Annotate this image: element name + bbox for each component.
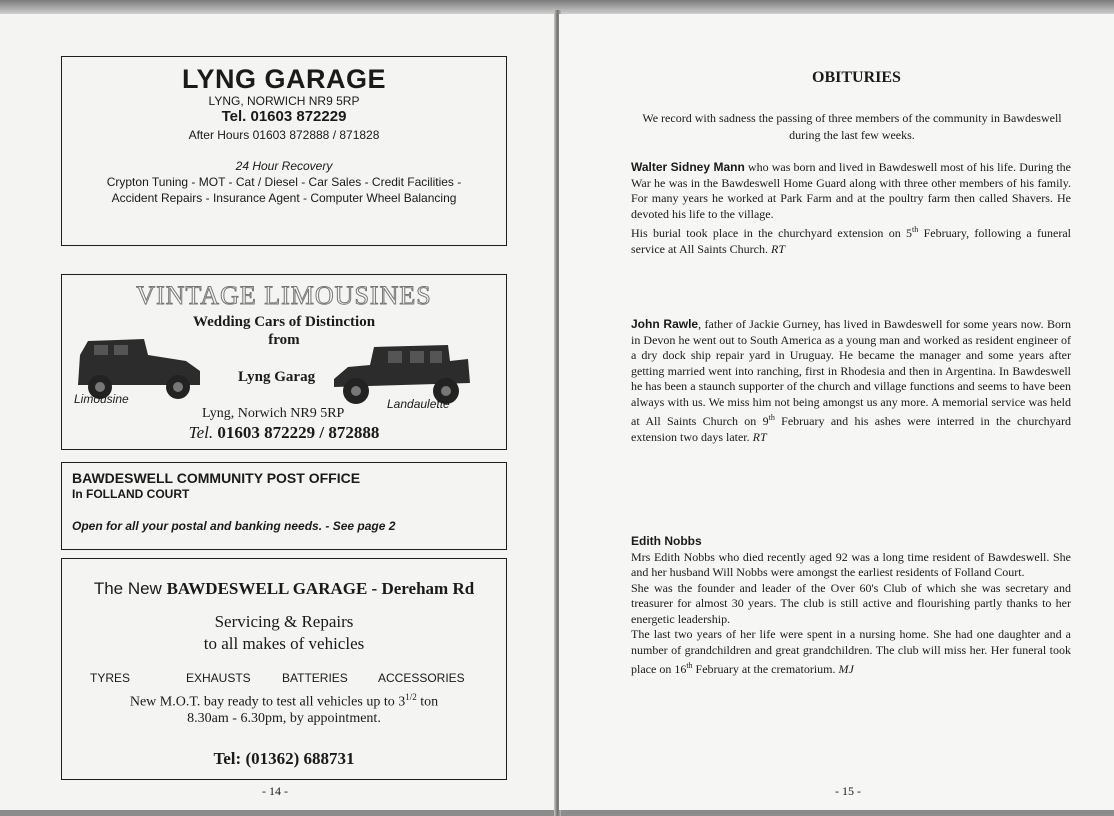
ordinal-suffix: th bbox=[686, 661, 693, 670]
post-office-title: BAWDESWELL COMMUNITY POST OFFICE bbox=[72, 470, 361, 486]
post-office-ad bbox=[61, 462, 507, 550]
bawdeswell-tel: Tel: (01362) 688731 bbox=[213, 749, 355, 768]
ordinal-suffix: th bbox=[768, 413, 775, 422]
mot-unit: ton bbox=[416, 694, 439, 710]
bawdeswell-garage-prefix: The New bbox=[93, 579, 167, 598]
obituary-text: , father of Jackie Gurney, has lived in Bawdeswell for some years now. Born in Devon he went out to South America as a young man and worked as resident engineer of a dry dock ship repair yard in Uruguay. He became the manager and some years after getting married went into ranching, first in Rhodesia and then in Argentina. In Bawdeswell he has been a staunch supporter of the church and village functions and seems to have been always with us. We miss him not being amongst us any more. A memorial service was held at All Saints Church on 9 bbox=[631, 317, 1072, 428]
obituary-text: February, following a funeral service at All Saints Church. bbox=[631, 226, 1071, 256]
bawdeswell-mot bbox=[62, 692, 506, 711]
obituary-text: She was the founder and leader of the Over 60's Club of which she was secretary and treasurer for almost 30 years. The club is still active and flourishing partly thanks to her energetic leadership. bbox=[631, 580, 1071, 626]
obituaries-intro: We record with sadness the passing of three members of the community in Bawdeswell during the last few weeks. bbox=[642, 111, 1062, 142]
obituary-text: The last two years of her life were spent in a nursing home. She had one daughter and a number of grandchildren and great grandchildren. The club will miss her. Her funeral took place on 16 bbox=[631, 627, 1071, 676]
service-batteries: BATTERIES bbox=[282, 671, 348, 685]
obituary-walter-mann bbox=[631, 160, 1071, 257]
bawdeswell-servicing: Servicing & Repairs bbox=[214, 612, 354, 631]
post-office-subtitle: In FOLLAND COURT bbox=[72, 487, 190, 501]
obituaries-title: OBITURIES bbox=[812, 69, 901, 86]
author-initials: RT bbox=[770, 241, 785, 256]
bawdeswell-makes: to all makes of vehicles bbox=[203, 634, 365, 653]
page-14 bbox=[0, 14, 556, 810]
lyng-garage-recovery: 24 Hour Recovery bbox=[235, 159, 333, 173]
lyng-garage-after-hours: After Hours 01603 872888 / 871828 bbox=[188, 128, 380, 142]
lyng-garage-services-2: Accident Repairs - Insurance Agent - Computer Wheel Balancing bbox=[111, 191, 457, 205]
obituary-text: His burial took place in the churchyard extension on 5 bbox=[631, 226, 913, 240]
bawdeswell-garage-ad bbox=[61, 558, 507, 780]
bawdeswell-hours: 8.30am - 6.30pm, by appointment. bbox=[187, 711, 381, 726]
service-tyres: TYRES bbox=[90, 671, 131, 685]
obituary-text: February at the crematorium. bbox=[692, 662, 839, 676]
author-initials: MJ bbox=[838, 662, 854, 676]
obituary-name: John Rawle bbox=[631, 317, 699, 331]
obituary-edith-nobbs bbox=[631, 534, 1071, 678]
obituary-text: who was born and lived in Bawdeswell most of his life. During the War he was in the Bawdeswell Home Guard along with three other members of his family. For many years he worked at Park Farm and at the poultry farm then called Shavers. He devoted his life to the village. bbox=[631, 160, 1071, 221]
service-exhausts: EXHAUSTS bbox=[186, 671, 251, 685]
lyng-garage-tel: Tel. 01603 872229 bbox=[221, 108, 347, 125]
vintage-tel-number: 01603 872229 / 872888 bbox=[213, 423, 380, 442]
bawdeswell-garage-name: BAWDESWELL GARAGE - Dereham Rd bbox=[166, 579, 475, 598]
vintage-address: Lyng, Norwich NR9 5RP bbox=[202, 406, 345, 421]
vintage-garage-name: Lyng Garag bbox=[238, 369, 316, 385]
obituary-name: Walter Sidney Mann bbox=[631, 160, 745, 174]
lyng-garage-ad bbox=[61, 56, 507, 246]
service-accessories: ACCESSORIES bbox=[378, 671, 465, 685]
page-15 bbox=[559, 14, 1114, 810]
obituary-john-rawle bbox=[631, 317, 1071, 445]
post-office-note: Open for all your postal and banking needs. - See page 2 bbox=[72, 519, 396, 533]
author-initials: RT bbox=[752, 429, 767, 444]
page-number-14: - 14 - bbox=[262, 784, 288, 798]
vintage-tel-prefix: Tel. bbox=[188, 423, 214, 442]
page-number-15: - 15 - bbox=[835, 784, 861, 798]
limousine-label: Limousine bbox=[74, 392, 129, 406]
vintage-title: VINTAGE LIMOUSINES bbox=[136, 281, 432, 310]
lyng-garage-address: LYNG, NORWICH NR9 5RP bbox=[208, 94, 360, 108]
obituary-name: Edith Nobbs bbox=[631, 534, 702, 548]
obituary-text: Mrs Edith Nobbs who died recently aged 92 was a long time resident of Bawdeswell. She and her husband Will Nobbs were amongst the earliest residents of Folland Court. bbox=[631, 549, 1071, 579]
lyng-garage-title: LYNG GARAGE bbox=[181, 64, 387, 94]
vintage-limousines-ad bbox=[61, 274, 507, 450]
vintage-from: from bbox=[268, 332, 300, 348]
mot-text: New M.O.T. bay ready to test all vehicles up to 3 bbox=[129, 694, 406, 710]
ordinal-suffix: th bbox=[912, 225, 919, 234]
mot-fraction: 1/2 bbox=[405, 692, 417, 702]
vintage-tel bbox=[62, 423, 506, 443]
obituary-text: February and his ashes were interred in the churchyard extension two days later. bbox=[631, 414, 1072, 444]
vintage-tagline: Wedding Cars of Distinction bbox=[192, 314, 376, 330]
bawdeswell-garage-title bbox=[62, 579, 506, 599]
lyng-garage-services-1: Crypton Tuning - MOT - Cat / Diesel - Car Sales - Credit Facilities - bbox=[106, 175, 462, 189]
landaulette-label: Landaulette bbox=[387, 397, 450, 411]
